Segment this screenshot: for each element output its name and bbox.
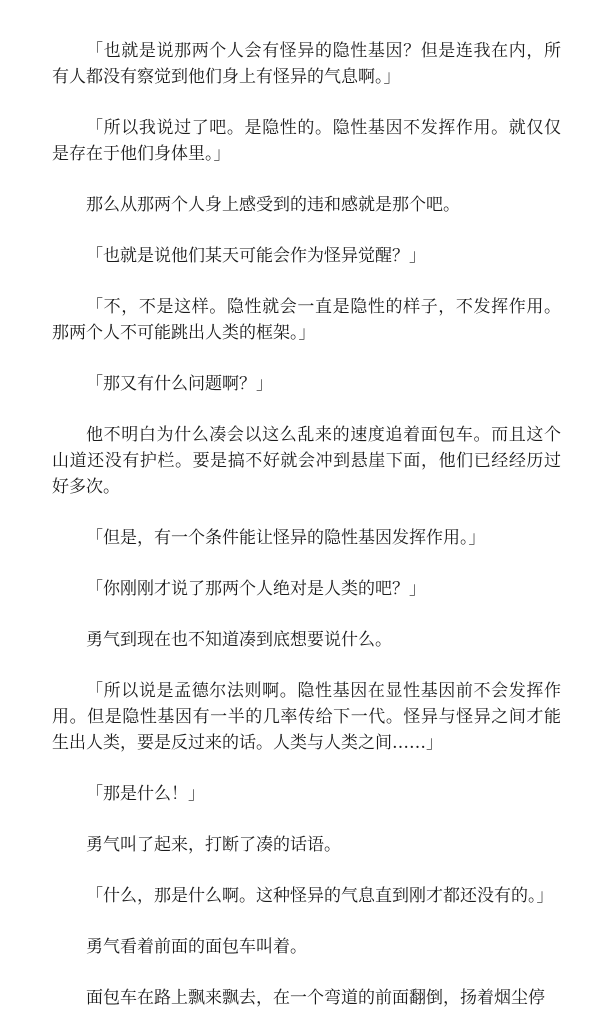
paragraph-16: 面包车在路上飘来飘去，在一个弯道的前面翻倒，扬着烟尘停 [86,988,545,1008]
paragraph-2: 「所以我说过了吧。是隐性的。隐性基因不发挥作用。就仅仅是存在于他们身体里。」 [52,118,561,164]
paragraph-9: 「你刚刚才说了那两个人绝对是人类的吧？」 [86,579,426,599]
paragraph-3: 那么从那两个人身上感受到的违和感就是那个吧。 [86,195,460,215]
paragraph-6: 「那又有什么问题啊？」 [86,374,273,394]
paragraph-7: 他不明白为什么凑会以这么乱来的速度追着面包车。而且这个山道还没有护栏。要是搞不好就会冲到悬崖下面，他们已经经历过好多次。 [52,425,561,497]
paragraph-5: 「不，不是这样。隐性就会一直是隐性的样子，不发挥作用。那两个人不可能跳出人类的框架。」 [52,297,561,343]
paragraph-12: 「那是什么！」 [86,784,205,804]
paragraph-14: 「什么，那是什么啊。这种怪异的气息直到刚才都还没有的。」 [86,886,554,906]
paragraph-13: 勇气叫了起来，打断了凑的话语。 [86,835,341,855]
paragraph-1: 「也就是说那两个人会有怪异的隐性基因？但是连我在内，所有人都没有察觉到他们身上有怪异的气息啊。」 [52,41,561,87]
paragraph-10: 勇气到现在也不知道凑到底想要说什么。 [86,630,392,650]
paragraph-15: 勇气看着前面的面包车叫着。 [86,937,307,957]
paragraph-11: 「所以说是孟德尔法则啊。隐性基因在显性基因前不会发挥作用。但是隐性基因有一半的几率传给下一代。怪异与怪异之间才能生出人类，要是反过来的话。人类与人类之间……」 [52,681,561,753]
paragraph-8: 「但是，有一个条件能让怪异的隐性基因发挥作用。」 [86,528,486,548]
paragraph-4: 「也就是说他们某天可能会作为怪异觉醒？」 [86,246,426,266]
